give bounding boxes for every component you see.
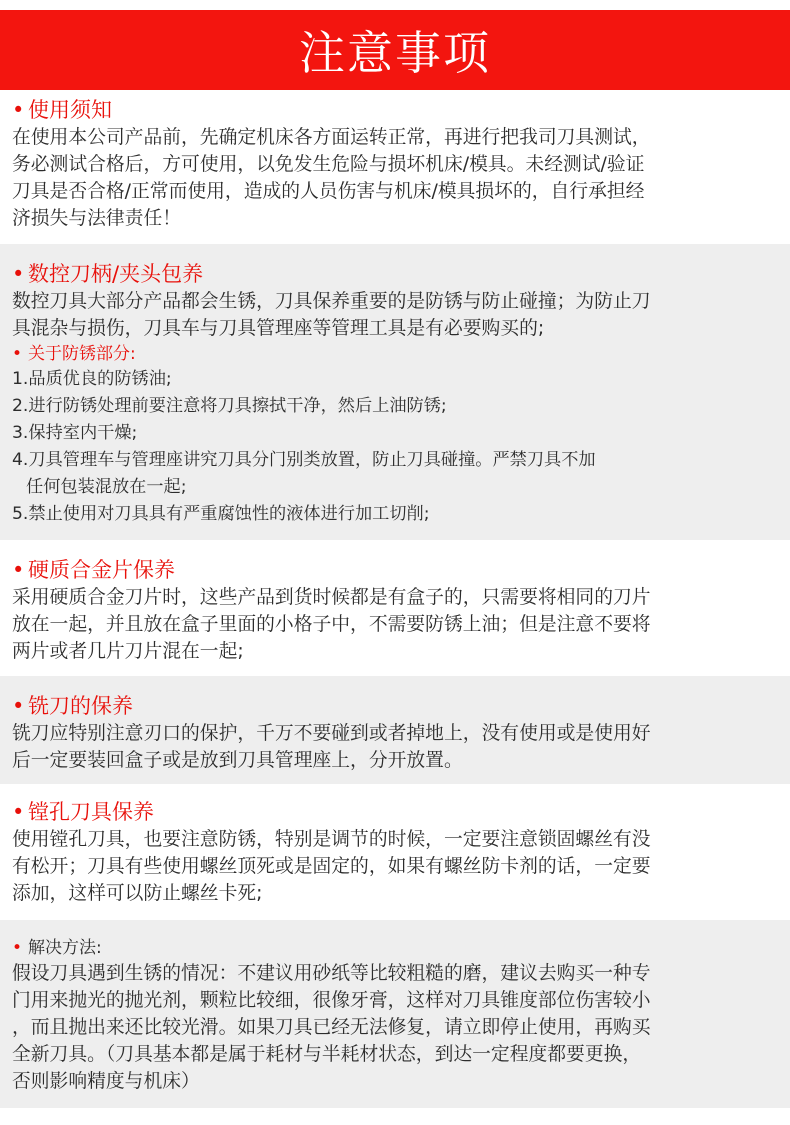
paragraph-line: 全新刀具。（刀具基本都是属于耗材与半耗材状态，到达一定程度都要更换， — [12, 1044, 642, 1065]
paragraph-line: 采用硬质合金刀片时，这些产品到货时候都是有盒子的，只需要将相同的刀片 — [12, 587, 651, 608]
paragraph-line: 数控刀具大部分产品都会生锈，刀具保养重要的是防锈与防止碰撞；为防止刀 — [12, 291, 651, 312]
paragraph-line: 放在一起，并且放在盒子里面的小格子中，不需要防锈上油；但是注意不要将 — [12, 614, 651, 635]
section-heading: • 使用须知 — [12, 98, 112, 122]
bullet-icon: • — [12, 694, 25, 718]
page-title: 注意事项 — [299, 26, 491, 80]
paragraph-line: 后一定要装回盒子或是放到刀具管理座上，分开放置。 — [12, 750, 463, 771]
bullet-icon: • — [12, 938, 23, 958]
bullet-icon: • — [12, 98, 25, 122]
paragraph-line: ，而且抛出来还比较光滑。如果刀具已经无法修复，请立即停止使用，再购买 — [12, 1017, 651, 1038]
paragraph-line: 添加，这样可以防止螺丝卡死; — [12, 883, 263, 904]
subsection-heading: • 关于防锈部分: — [12, 344, 136, 364]
section-heading: • 硬质合金片保养 — [12, 558, 175, 582]
section-heading: • 镗孔刀具保养 — [12, 800, 154, 824]
paragraph-line: 使用镗孔刀具，也要注意防锈，特别是调节的时候，一定要注意锁固螺丝有没 — [12, 829, 651, 850]
list-item: 4.刀具管理车与管理座讲究刀具分门别类放置，防止刀具碰撞。严禁刀具不加 — [12, 450, 596, 470]
section-heading: • 数控刀柄/夹头包养 — [12, 262, 204, 286]
list-item: 3.保持室内干燥; — [12, 423, 138, 443]
bullet-icon: • — [12, 262, 25, 286]
paragraph-line: 有松开；刀具有些使用螺丝顶死或是固定的，如果有螺丝防卡剂的话，一定要 — [12, 856, 651, 877]
paragraph-line: 济损失与法律责任！ — [12, 208, 182, 229]
paragraph-line: 务必测试合格后，方可使用，以免发生危险与损坏机床/模具。未经测试/验证 — [12, 154, 645, 175]
section-usage-notice — [0, 96, 790, 232]
section-milling-cutter-care — [0, 676, 790, 784]
bullet-icon: • — [12, 800, 25, 824]
paragraph-line: 在使用本公司产品前，先确定机床各方面运转正常，再进行把我司刀具测试， — [12, 127, 651, 148]
list-item: 5.禁止使用对刀具具有严重腐蚀性的液体进行加工切削; — [12, 504, 430, 524]
section-solution — [0, 920, 790, 1108]
section-cnc-toolholder-care — [0, 244, 790, 540]
paragraph-line: 假设刀具遇到生锈的情况：不建议用砂纸等比较粗糙的磨，建议去购买一种专 — [12, 963, 651, 984]
paragraph-line: 否则影响精度与机床） — [12, 1071, 200, 1092]
paragraph-line: 铣刀应特别注意刃口的保护，千万不要碰到或者掉地上，没有使用或是使用好 — [12, 723, 651, 744]
list-item: 1.品质优良的防锈油; — [12, 369, 172, 389]
subsection-heading: • 解决方法: — [12, 938, 102, 958]
section-boring-tool-care — [0, 798, 790, 907]
section-carbide-insert-care — [0, 556, 790, 665]
section-heading: • 铣刀的保养 — [12, 694, 133, 718]
paragraph-line: 具混杂与损伤，刀具车与刀具管理座等管理工具是有必要购买的; — [12, 318, 545, 339]
paragraph-line: 刀具是否合格/正常而使用，造成的人员伤害与机床/模具损坏的，自行承担经 — [12, 181, 645, 202]
list-item-continuation: 任何包装混放在一起; — [26, 477, 187, 497]
bullet-icon: • — [12, 558, 25, 582]
list-item: 2.进行防锈处理前要注意将刀具擦拭干净，然后上油防锈; — [12, 396, 447, 416]
paragraph-line: 两片或者几片刀片混在一起; — [12, 641, 244, 662]
bullet-icon: • — [12, 344, 23, 364]
paragraph-line: 门用来抛光的抛光剂，颗粒比较细，很像牙膏，这样对刀具锥度部位伤害较小 — [12, 990, 651, 1011]
page-title-banner — [0, 10, 790, 90]
